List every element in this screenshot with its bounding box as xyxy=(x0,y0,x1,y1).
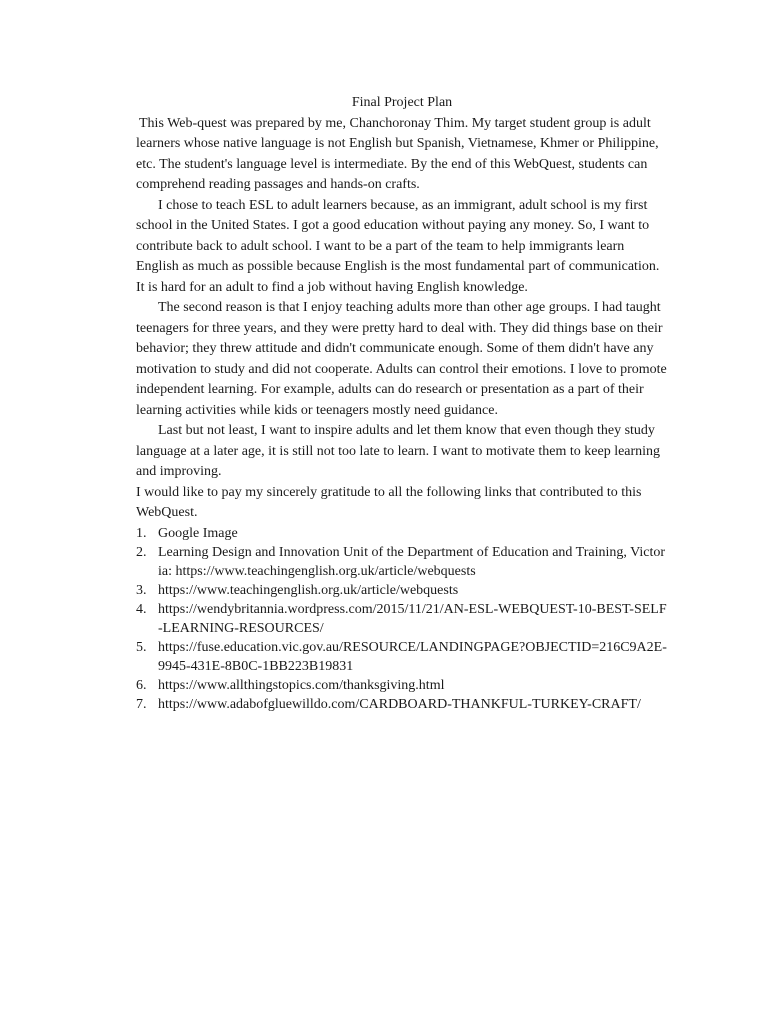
reference-number: 7. xyxy=(136,696,147,712)
reason-three-paragraph: Last but not least, I want to inspire adults and let them know that even though they study language at a later age, it is still not too late to learn. I want to motivate them to keep learning and improving. xyxy=(136,423,661,479)
gratitude-paragraph: I would like to pay my sincerely gratitude to all the following links that contributed to this WebQuest. xyxy=(136,484,642,520)
document-title: Final Project Plan xyxy=(351,95,453,110)
reference-item-6 xyxy=(136,676,668,695)
document-page xyxy=(136,93,668,714)
reference-item-2 xyxy=(136,543,668,581)
reference-text: Learning Design and Innovation Unit of the Department of Education and Training, Victoria: https://www.teachingenglish.org.uk/article/webquests xyxy=(158,544,666,579)
reference-list xyxy=(136,524,668,714)
reference-number: 2. xyxy=(136,544,147,560)
reference-item-5 xyxy=(136,638,668,676)
reference-text: https://www.adabofgluewilldo.com/CARDBOARD-THANKFUL-TURKEY-CRAFT/ xyxy=(158,696,641,712)
reference-item-4 xyxy=(136,600,668,638)
reason-one-paragraph: I chose to teach ESL to adult learners because, as an immigrant, adult school is my first school in the United States. I got a good education without paying any money. So, I want to contribute back to adult school. I want to be a part of the team to help immigrants learn English as much as possible because English is the most fundamental part of communication. It is hard for an adult to find a job without having English knowledge. xyxy=(136,197,660,295)
reason-two-paragraph: The second reason is that I enjoy teaching adults more than other age groups. I had taught teenagers for three years, and they were pretty hard to deal with. They did things base on their behavior; they threw attitude and didn't communicate enough. Some of them didn't have any motivation to study and did not cooperate. Adults can control their emotions. I love to promote independent learning. For example, adults can do research or presentation as a part of their learning activities while kids or teenagers mostly need guidance. xyxy=(136,300,667,418)
reference-item-3 xyxy=(136,581,668,600)
reference-text: https://fuse.education.vic.gov.au/RESOURCE/LANDINGPAGE?OBJECTID=216C9A2E-9945-431E-8B0C-1BB223B19831 xyxy=(158,639,667,674)
reference-text: https://wendybritannia.wordpress.com/2015/11/21/AN-ESL-WEBQUEST-10-BEST-SELF-LEARNING-RESOURCES/ xyxy=(158,601,667,636)
reference-text: https://www.teachingenglish.org.uk/article/webquests xyxy=(158,582,459,598)
reference-number: 6. xyxy=(136,677,147,693)
reference-number: 3. xyxy=(136,582,147,598)
reference-text: https://www.allthingstopics.com/thanksgiving.html xyxy=(158,677,445,693)
reference-number: 4. xyxy=(136,601,147,617)
reference-number: 5. xyxy=(136,639,147,655)
reference-text: Google Image xyxy=(158,525,238,541)
reference-item-1 xyxy=(136,524,668,543)
reference-number: 1. xyxy=(136,525,147,541)
reference-item-7 xyxy=(136,695,668,714)
intro-paragraph: This Web-quest was prepared by me, Chanchoronay Thim. My target student group is adult learners whose native language is not English but Spanish, Vietnamese, Khmer or Philippine, etc. The student's language level is intermediate. By the end of this WebQuest, students can comprehend reading passages and hands-on crafts. xyxy=(136,115,659,192)
